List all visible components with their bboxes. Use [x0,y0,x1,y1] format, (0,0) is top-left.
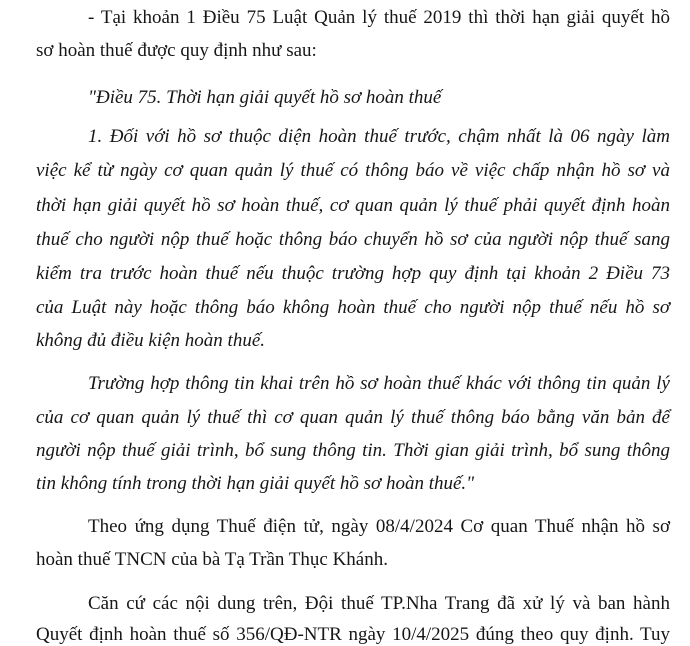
clause-1b-line-3: người nộp thuế giải trình, bổ sung thông tin. Thời gian giải trình, bổ sung thông [36,440,670,461]
clause-1-line-4: thuế cho người nộp thuế hoặc thông báo chuyển hồ sơ của người nộp thuế sang [36,229,670,250]
clause-1-line-3: thời hạn giải quyết hồ sơ hoàn thuế, cơ quan quản lý thuế phải quyết định hoàn [36,195,670,216]
paragraph-5-line-2: hoàn thuế TNCN của bà Tạ Trần Thục Khánh. [36,549,388,570]
clause-1-line-6: của Luật này hoặc thông báo không hoàn thuế cho người nộp thuế nếu hồ sơ [36,297,670,318]
clause-1b-line-2: của cơ quan quản lý thuế thì cơ quan quản lý thuế thông báo bằng văn bản để [36,407,670,428]
clause-1b-line-1: Trường hợp thông tin khai trên hồ sơ hoàn thuế khác với thông tin quản lý [88,373,670,394]
paragraph-6-line-2: Quyết định hoàn thuế số 356/QĐ-NTR ngày 10/4/2025 đúng theo quy định. Tuy [36,624,670,645]
clause-1-line-2: việc kể từ ngày cơ quan quản lý thuế có thông báo về việc chấp nhận hồ sơ và [36,160,670,181]
clause-1-line-7: không đủ điều kiện hoàn thuế. [36,330,266,351]
paragraph-5-line-1: Theo ứng dụng Thuế điện tử, ngày 08/4/2024 Cơ quan Thuế nhận hồ sơ [88,516,670,537]
clause-1-line-1: 1. Đối với hồ sơ thuộc diện hoàn thuế trước, chậm nhất là 06 ngày làm [88,126,670,147]
clause-1b-line-4: tin không tính trong thời hạn giải quyết hồ sơ hoàn thuế." [36,473,475,494]
paragraph-6-line-1: Căn cứ các nội dung trên, Đội thuế TP.Nha Trang đã xử lý và ban hành [88,593,670,614]
clause-1-line-5: kiểm tra trước hoàn thuế nếu thuộc trường hợp quy định tại khoản 2 Điều 73 [36,263,670,284]
paragraph-1-line-2: sơ hoàn thuế được quy định như sau: [36,40,317,61]
article-heading: "Điều 75. Thời hạn giải quyết hồ sơ hoàn thuế [88,87,442,108]
paragraph-1-line-1: - Tại khoản 1 Điều 75 Luật Quản lý thuế 2019 thì thời hạn giải quyết hồ [88,7,670,28]
